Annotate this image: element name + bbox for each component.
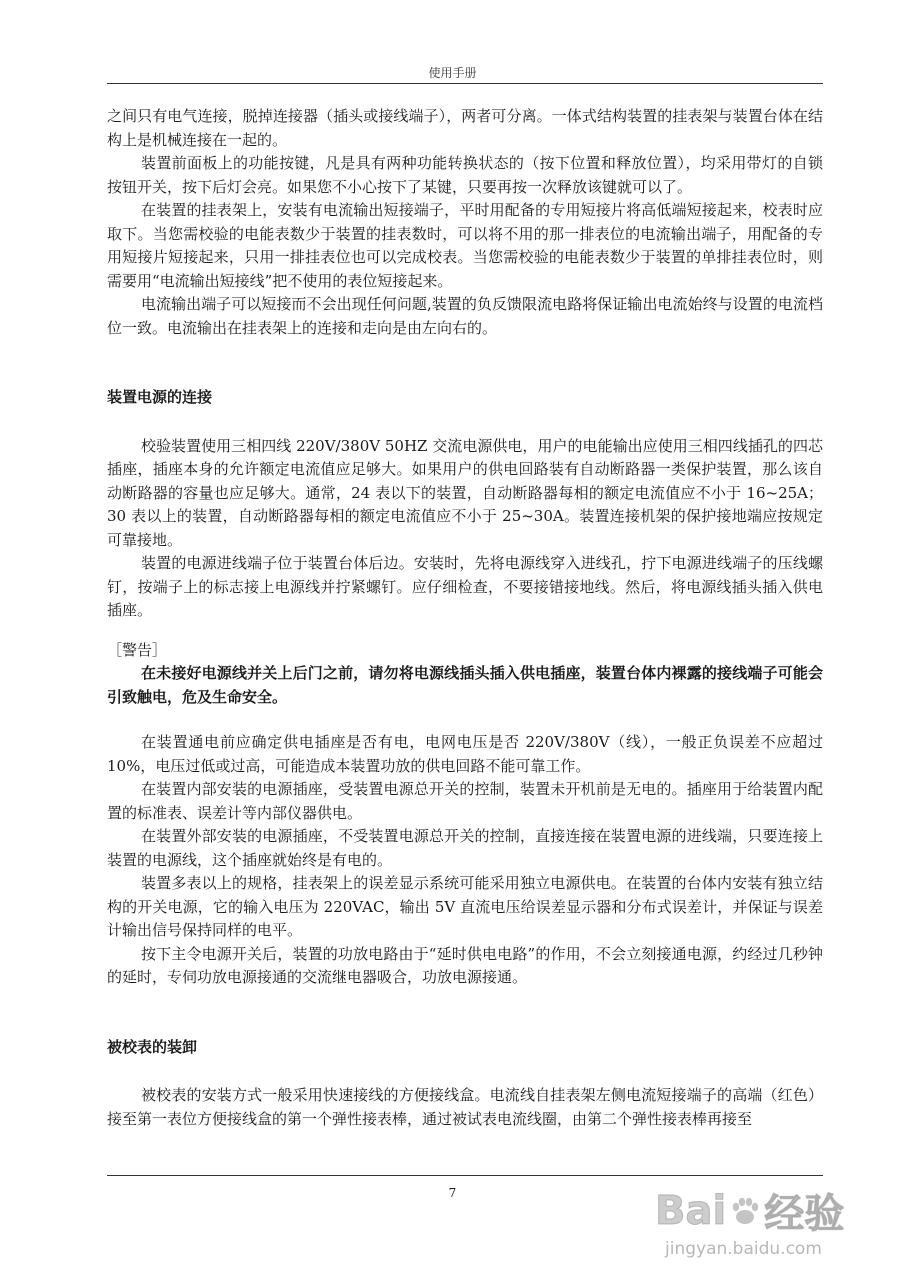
page-header-title: 使用手册 (428, 66, 477, 80)
paragraph: 装置多表以上的规格，挂表架上的误差显示系统可能采用独立电源供电。在装置的台体内安装有独立结构的开关电源，它的输入电压为 220VAC，输出 5V 直流电压给误差显示器和分布式误差计，并保证与误差计输出信号保持同样的电平。 (107, 874, 823, 939)
section-heading-power: 装置电源的连接 (107, 388, 213, 406)
paragraph: 在装置内部安装的电源插座，受装置电源总开关的控制，装置未开机前是无电的。插座用于给装置内配置的标准表、误差计等内部仪器供电。 (107, 780, 823, 822)
watermark-url: jingyan.baidu.com (665, 1239, 822, 1259)
paragraph: 在装置的挂表架上，安装有电流输出短接端子，平时用配备的专用短接片将高低端短接起来，校表时应取下。当您需校验的电能表数少于装置的挂表数时，可以将不用的那一排表位的电流输出端子，用配备的专用短接片短接起来，只用一排挂表位也可以完成校表。当您需校验的电能表数少于装置的单排挂表位时，则需要用“电流输出短接线”把不使用的表位短接起来。 (107, 201, 823, 290)
document-body (107, 105, 823, 1131)
baidu-jingyan-watermark (655, 1182, 845, 1262)
warning-label: ［警告］ (107, 640, 168, 659)
watermark-logo-left: Bai (655, 1187, 727, 1234)
footer-rule (107, 1175, 823, 1176)
paw-icon (728, 1194, 762, 1228)
section-heading-meter: 被校表的装卸 (107, 1037, 198, 1056)
paragraph: 在装置通电前应确定供电插座是否有电，电网电压是否 220V/380V（线），一般正负误差不应超过 10%，电压过低或过高，可能造成本装置功放的供电回路不能可靠工作。 (107, 733, 823, 775)
watermark-logo (655, 1182, 845, 1239)
paragraph: 电流输出端子可以短接而不会出现任何问题,装置的负反馈限流电路将保证输出电流始终与设置的电流档位一致。电流输出在挂表架上的连接和走向是由左向右的。 (107, 295, 823, 337)
paragraph: 在装置外部安装的电源插座，不受装置电源总开关的控制，直接连接在装置电源的进线端，只要连接上装置的电源线，这个插座就始终是有电的。 (107, 827, 823, 869)
paragraph: 装置前面板上的功能按键，凡是具有两种功能转换状态的（按下位置和释放位置），均采用带灯的自锁按钮开关，按下后灯会亮。如果您不小心按下了某键，只要再按一次释放该键就可以了。 (107, 154, 823, 196)
warning-text: 在未接好电源线并关上后门之前，请勿将电源线插头插入供电插座，装置台体内裸露的接线端子可能会引致触电，危及生命安全。 (107, 664, 823, 706)
watermark-logo-right: 经验 (764, 1191, 845, 1237)
paragraph: 被校表的安装方式一般采用快速接线的方便接线盒。电流线自挂表架左侧电流短接端子的高端（红色）接至第一表位方便接线盒的第一个弹性接表棒，通过被试表电流线圈，由第二个弹性接表棒再接至 (107, 1086, 823, 1128)
paragraph: 之间只有电气连接，脱掉连接器（插头或接线端子），两者可分离。一体式结构装置的挂表架与装置台体在结构上是机械连接在一起的。 (107, 107, 823, 149)
paragraph: 校验装置使用三相四线 220V/380V 50HZ 交流电源供电，用户的电能输出应使用三相四线插孔的四芯插座，插座本身的允许额定电流值应足够大。如果用户的供电回路装有自动断路器一类保护装置，那么该自动断路器的容量也应足够大。通常，24 表以下的装置，自动断路器每相的额定电流值应不小于 16~25A；30 表以上的装置，自动断路器每相的额定电流值应不小于 25~30A。装置连接机架的保护接地端应按规定可靠接地。 (107, 436, 823, 549)
paragraph: 装置的电源进线端子位于装置台体后边。安装时，先将电源线穿入进线孔，拧下电源进线端子的压线螺钉，按端子上的标志接上电源线并拧紧螺钉。应仔细检查，不要接错接地线。然后，将电源线插头插入供电插座。 (107, 554, 823, 619)
paragraph: 按下主令电源开关后，装置的功放电路由于“延时供电电路”的作用，不会立刻接通电源，约经过几秒钟的延时，专伺功放电源接通的交流继电器吸合，功放电源接通。 (107, 944, 823, 986)
page-number: 7 (448, 1186, 457, 1200)
header-rule (107, 83, 823, 84)
